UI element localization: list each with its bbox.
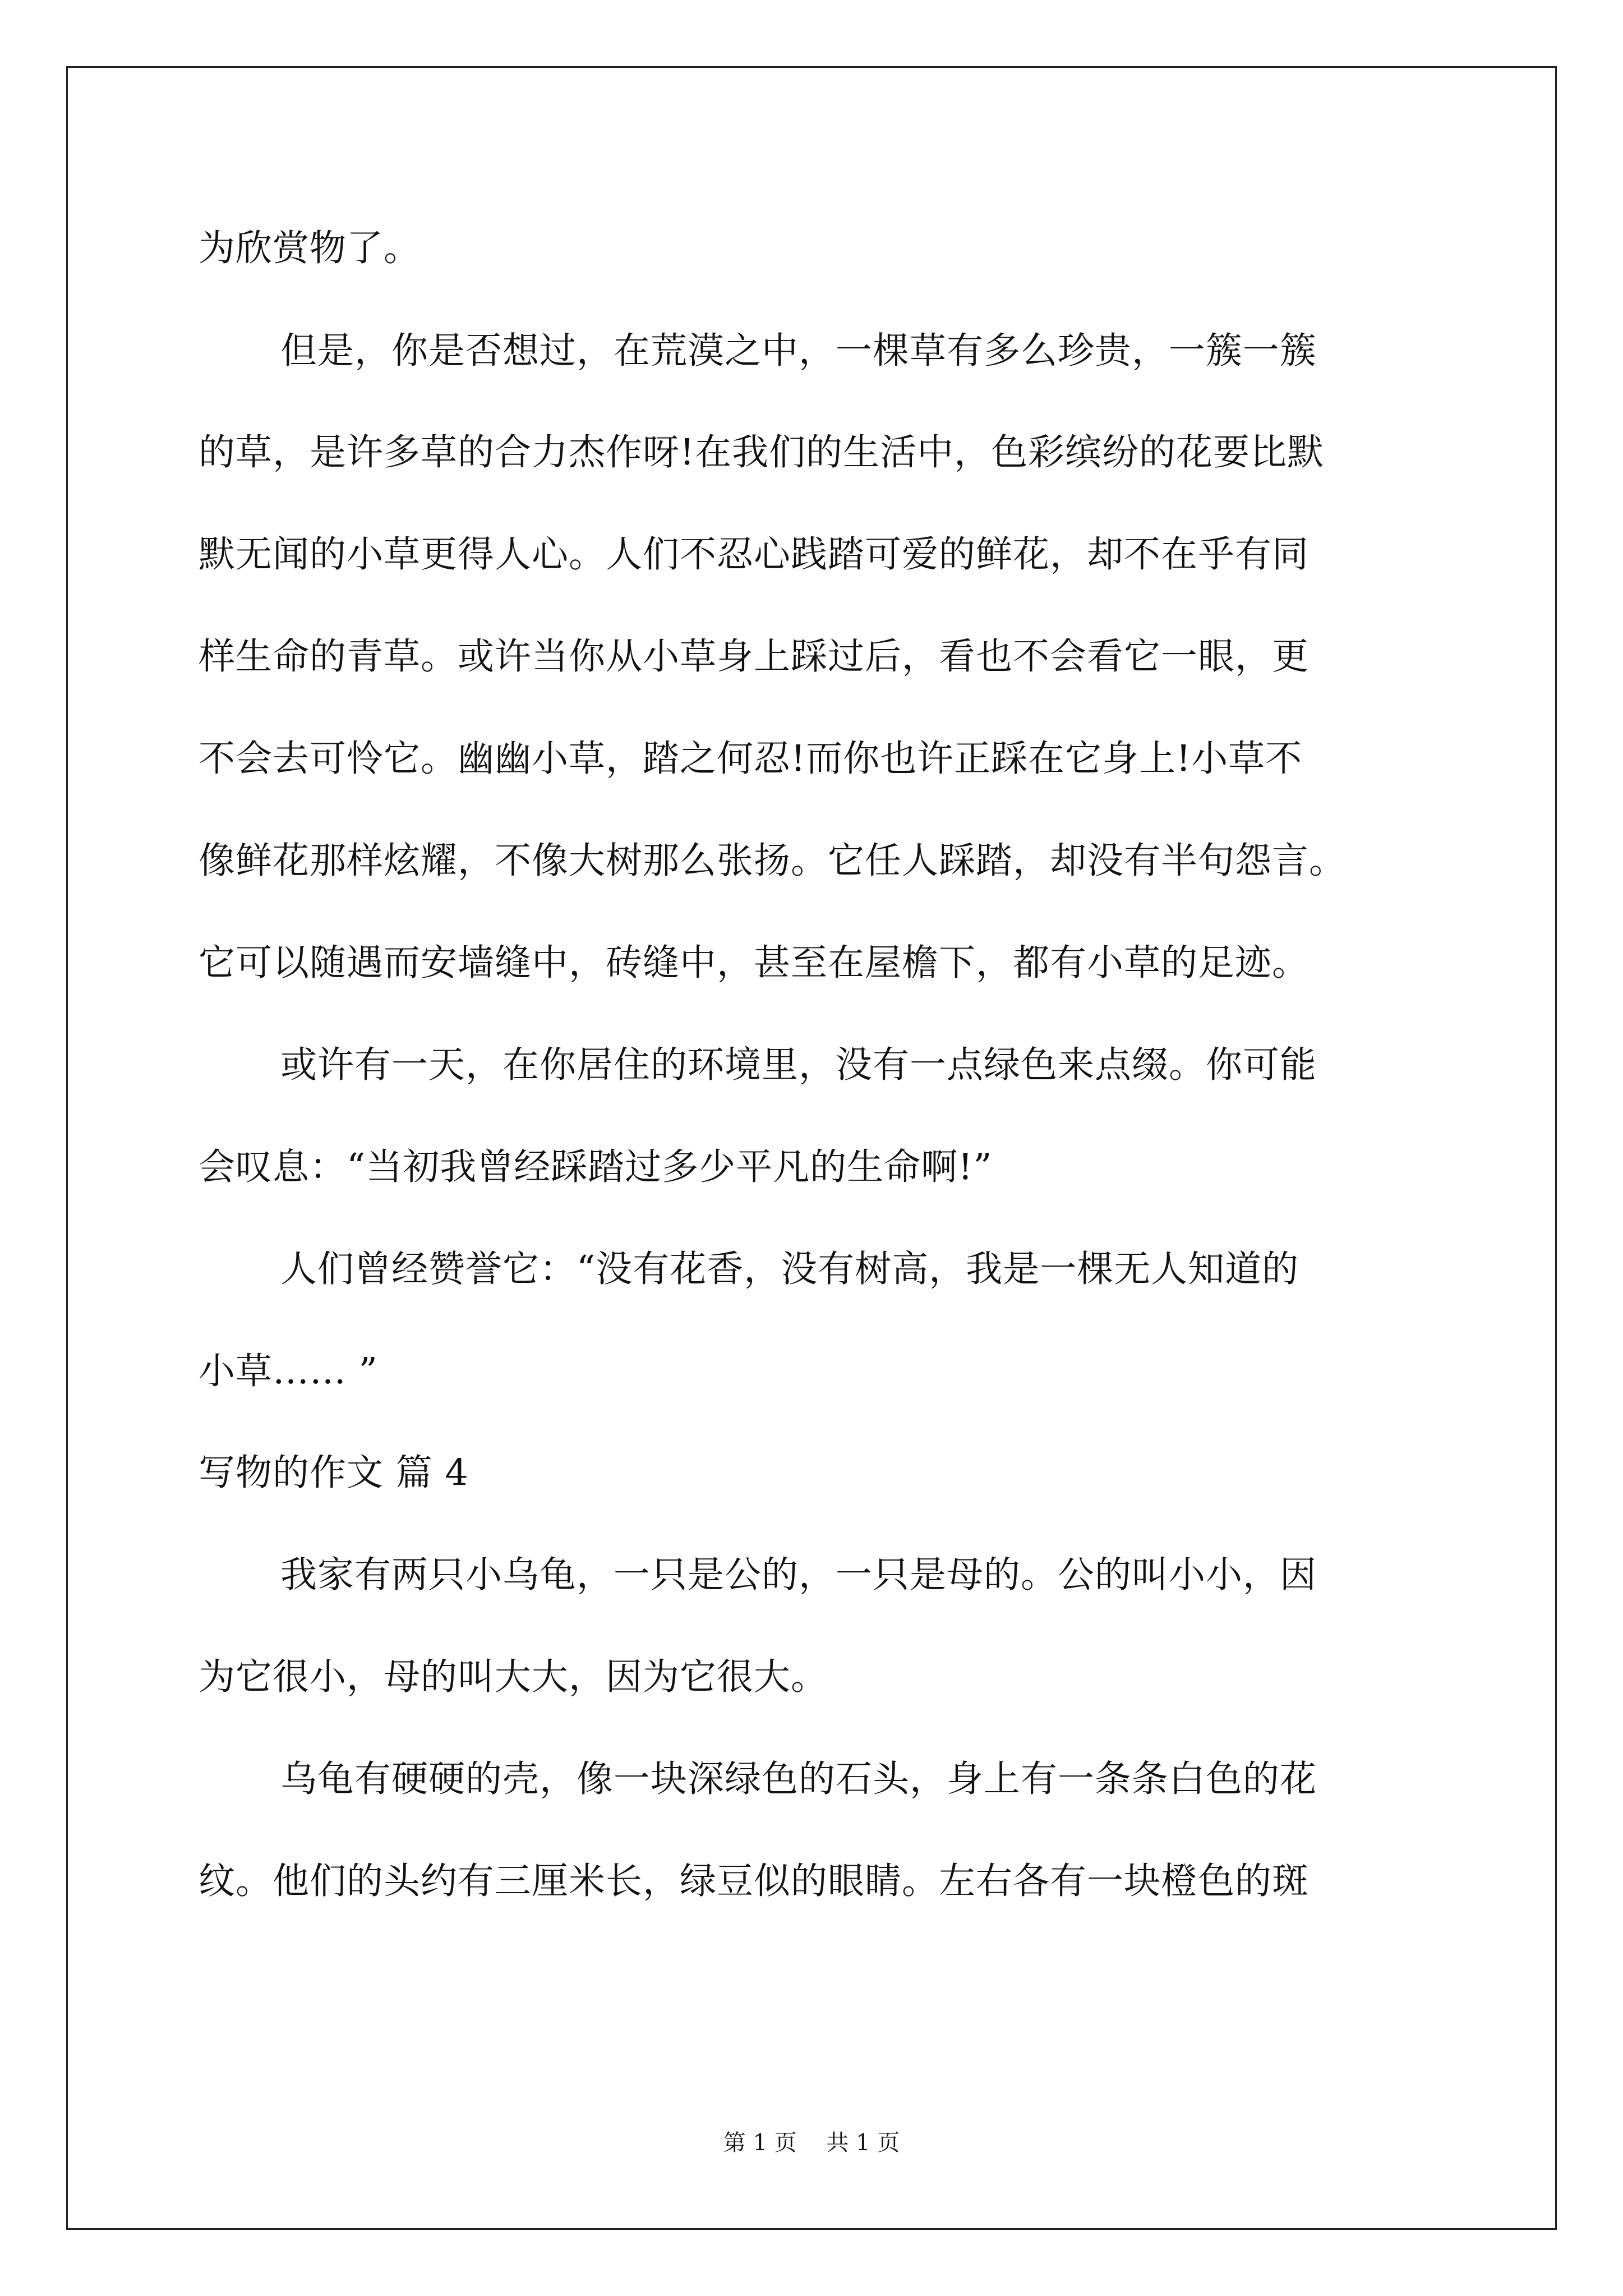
text-line: 像鲜花那样炫耀，不像大树那么张扬。它任人踩踏，却没有半句怨言。 xyxy=(199,840,1347,882)
section-heading: 写物的作文 篇 4 xyxy=(199,1452,469,1494)
text-line: 但是，你是否想过，在荒漠之中，一棵草有多么珍贵，一簇一簇 xyxy=(280,330,1317,372)
text-line: 默无闻的小草更得人心。人们不忍心践踏可爱的鲜花，却不在乎有同 xyxy=(199,533,1310,576)
text-line: 它可以随遇而安墙缝中，砖缝中，甚至在屋檐下，都有小草的足迹。 xyxy=(199,942,1310,984)
text-line: 小草…… ” xyxy=(199,1350,378,1392)
text-line: 我家有两只小乌龟，一只是公的，一只是母的。公的叫小小，因 xyxy=(280,1554,1317,1596)
text-line: 人们曾经赞誉它：“没有花香，没有树高，我是一棵无人知道的 xyxy=(280,1248,1299,1290)
page-footer xyxy=(0,2132,1623,2154)
text-line: 样生命的青草。或许当你从小草身上踩过后，看也不会看它一眼，更 xyxy=(199,636,1310,678)
text-line: 的草，是许多草的合力杰作呀!在我们的生活中，色彩缤纷的花要比默 xyxy=(199,431,1325,473)
text-line: 乌龟有硬硬的壳，像一块深绿色的石头，身上有一条条白色的花 xyxy=(280,1758,1317,1800)
page-number: 第 1 页 xyxy=(723,2130,797,2156)
text-line: 不会去可怜它。幽幽小草，踏之何忍!而你也许正踩在它身上!小草不 xyxy=(199,738,1303,780)
text-line: 会叹息：“当初我曾经踩踏过多少平凡的生命啊!” xyxy=(199,1146,993,1188)
text-line: 或许有一天，在你居住的环境里，没有一点绿色来点缀。你可能 xyxy=(280,1044,1317,1086)
page-total: 共 1 页 xyxy=(826,2130,900,2156)
text-line: 为它很小，母的叫大大，因为它很大。 xyxy=(199,1656,828,1698)
text-line: 为欣赏物了。 xyxy=(199,227,421,269)
text-line: 纹。他们的头约有三厘米长，绿豆似的眼睛。左右各有一块橙色的斑 xyxy=(199,1860,1310,1902)
